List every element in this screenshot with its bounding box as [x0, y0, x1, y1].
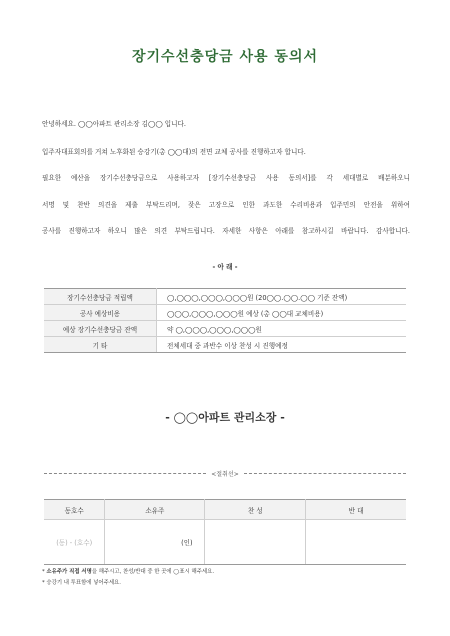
owner-signature-field[interactable] — [105, 520, 205, 565]
seal-mark: (인) — [181, 539, 193, 547]
unit-number-field[interactable]: (동) - (호수) — [44, 520, 105, 565]
table-row — [44, 520, 406, 565]
dashed-divider — [244, 473, 406, 474]
vote-table — [44, 499, 406, 565]
paragraph-greeting: 안녕하세요. ◯◯아파트 관리소장 김◯◯ 입니다. — [42, 120, 187, 128]
subheading: - 아 래 - — [212, 263, 238, 271]
table-row — [44, 305, 406, 321]
manager-signature: - ◯◯아파트 관리소장 - — [165, 411, 285, 424]
table-row — [44, 337, 406, 353]
paragraph-construction: 입주자대표회의를 거쳐 노후화된 승강기(총 ◯◯대)의 전면 교체 공사를 진행하고자 합니다. — [42, 148, 306, 156]
table-row — [44, 321, 406, 337]
cut-line-label: <절취선> — [211, 470, 239, 478]
notes — [42, 567, 214, 589]
info-value: ◯,◯◯◯,◯◯◯,◯◯◯원 (20◯◯.◯◯.◯◯ 기준 잔액) — [157, 289, 407, 305]
info-label: 공사 예상비용 — [44, 305, 157, 321]
note-item: * 승강기 내 투표함에 넣어주세요. — [42, 580, 121, 586]
info-value: 전체세대 중 과반수 이상 찬성 시 진행예정 — [157, 337, 407, 353]
info-label: 기 타 — [44, 337, 157, 353]
document-title: 장기수선충당금 사용 동의서 — [131, 49, 319, 65]
paragraph-closing: 공사를 진행하고자 하오니 많은 의견 부탁드립니다. 자세한 사항은 아래를 참고하시길 바랍니다. 감사합니다. — [42, 227, 410, 235]
paragraph-request: 서명 및 찬반 의견을 제출 부탁드리며, 잦은 고장으로 인한 과도한 수리비용과 입주민의 안전을 위하여 — [42, 201, 410, 209]
note-item: * 소유주가 직접 서명을 해주시고, 찬성/반대 중 한 곳에 ◯표시 해주세요. — [42, 569, 215, 575]
header-owner: 소유주 — [105, 500, 205, 520]
info-value: 약 ◯,◯◯◯,◯◯◯,◯◯◯원 — [157, 321, 407, 337]
agree-cell[interactable] — [205, 520, 306, 565]
info-label: 예상 장기수선충당금 잔액 — [44, 321, 157, 337]
header-unit: 동호수 — [44, 500, 105, 520]
disagree-cell[interactable] — [306, 520, 406, 565]
dashed-divider — [44, 473, 206, 474]
table-row — [44, 289, 406, 305]
info-label: 장기수선충당금 적립액 — [44, 289, 157, 305]
header-disagree: 반 대 — [306, 500, 406, 520]
info-table — [44, 288, 406, 353]
paragraph-budget: 필요한 예산을 장기수선충당금으로 사용하고자 [장기수선충당금 사용 동의서]를 각 세대별로 배분하오니 — [42, 174, 410, 182]
cut-line — [44, 469, 406, 477]
vote-header-row — [44, 500, 406, 520]
info-value: ◯◯◯,◯◯◯,◯◯◯원 예상 (총 ◯◯대 교체비용) — [157, 305, 407, 321]
header-agree: 찬 성 — [205, 500, 306, 520]
